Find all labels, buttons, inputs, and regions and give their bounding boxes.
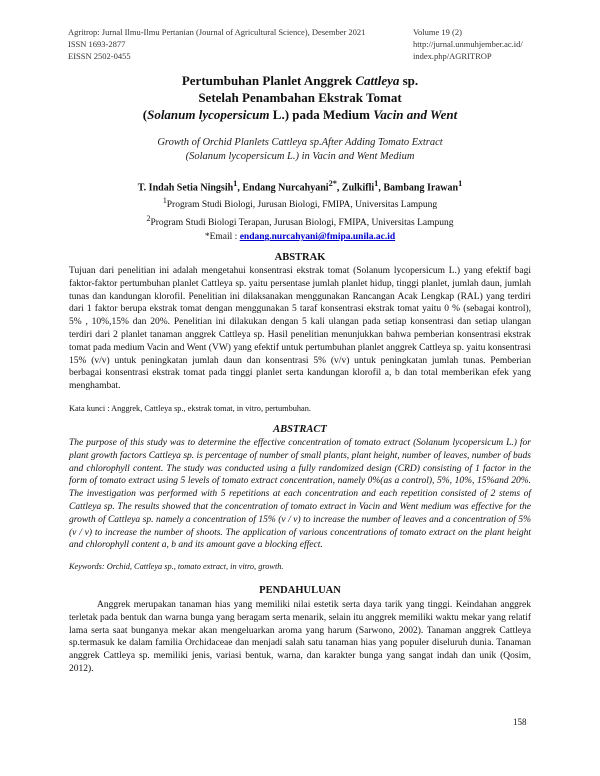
volume: Volume 19 (2): [413, 27, 462, 37]
email-link[interactable]: endang.nurcahyani@fmipa.unila.ac.id: [239, 232, 396, 243]
paper-title: Pertumbuhan Planlet Anggrek Cattleya sp. Setelah Penambahan Ekstrak Tomat (Solanum lycopersicum L.) pada Medium Vacin and Went: [142, 73, 458, 122]
abstrak-text: Tujuan dari penelitian ini adalah mengetahui konsentrasi ekstrak tomat (Solanum lycopersicum L.) yang efektif bagi faktor-faktor pertumbuhan planlet Cattleya sp. yaitu persentase jumlah planlet hidup, tinggi planlet, jumlah daun, jumlah tunas dan kandungan klorofil. Penelitian ini dilaksanakan menggunakan Rancangan Acak Lengkap (RAL) yang terdiri dari 1 faktor berupa ekstrak tomat dengan menggunakan 5 taraf konsentrasi ekstrak tomat yaitu 0 % (sebagai kontrol), 5% , 10%,15% dan 20%. Penelitian ini dilakukan dengan 5 kali ulangan pada setiap konsentrasi dan setiap ulangan terdiri dari 2 planlet tanaman anggrek Cattleya sp. Hasil penelitian menunjukkan bahwa pemberian konsentrasi ekstrak tomat pada medium Vacin and Went (VW) yang efektif untuk pertumbuhan planlet anggrek Cattleya sp. yaitu konsentrasi 15% (v/v) untuk peningkatan jumlah daun dan konsentrasi 5% (v/v) untuk peningkatan jumlah tunas. Pemberian berbagai konsentrasi ekstrak tomat pada tinggi planlet serta kandungan klorofil a, b dan total memberikan efek yang menghambat.: [69, 266, 531, 392]
eissn: EISSN 2502-0455: [68, 51, 131, 61]
journal-name: Agritrop: Jurnal Ilmu-Ilmu Pertanian (Journal of Agricultural Science), Desember 2021: [68, 27, 366, 37]
abstract-keywords: Keywords: Orchid, Cattleya sp., tomato extract, in vitro, growth.: [69, 562, 284, 571]
english-title: Growth of Orchid Planlets Cattleya sp.After Adding Tomato Extract (Solanum lycopersicum L.) in Vacin and Went Medium: [157, 137, 443, 162]
pendahuluan-heading: PENDAHULUAN: [259, 585, 341, 596]
journal-url-line1[interactable]: http://jurnal.unmuhjember.ac.id/: [413, 39, 523, 49]
issn: ISSN 1693-2877: [68, 39, 126, 49]
page-number: 158: [513, 717, 527, 727]
journal-header: [68, 26, 365, 62]
abstract-heading: ABSTRACT: [273, 424, 327, 435]
abstract-text: The purpose of this study was to determine the effective concentration of tomato extract (Solanum lycopersicum L.) for plant growth factors Cattleya sp. is percentage of number of small plants, plant height, number of leaves, number of buds and chlorophyll content. The study was conducted using a fully randomized design (CRD) consisting of 1 factor in the form of tomato extract using 5 levels of tomato extract concentration, namely 0%(as a control), 5%, 10%, 15%and 20%. The investigation was performed with 5 repetitions at each concentration and each repetition consisted of 2 stems of Cattleya sp. The results showed that the concentration of tomato extract in Vacin and Went medium was effective for the growth of Cattleya sp. namely a concentration of 15% (v / v) to increase the number of leaves and a concentration of 5% (v / v) to increase the number of shoots. The application of various concentrations of tomato extract on the plant height and chlorophyll content a, b and its amount gave a blocking effect.: [69, 438, 531, 551]
abstrak-heading: ABSTRAK: [274, 252, 326, 263]
journal-url-line2[interactable]: index.php/AGRITROP: [413, 51, 492, 61]
pendahuluan-text: Anggrek merupakan tanaman hias yang memiliki nilai estetik serta daya tarik yang tinggi. Keindahan anggrek terletak pada bentuk dan warna bunga yang beragam serta menarik, selain itu anggrek memiliki waktu mekar yang relatif lama serta saat bunganya mekar akan mengeluarkan aroma yang harum (Sarwono, 2002). Tanaman anggrek Cattleya sp.termasuk ke dalam familia Orchidaceae dan menjadi salah satu tanaman hias yang populer diseluruh dunia. Tanaman anggrek Cattleya sp. memiliki jenis, variasi bentuk, warna, dan karakter bunga yang sangat indah dan unik (Qosim, 2012).: [69, 600, 531, 674]
author-list: T. Indah Setia Ningsih$^1$, Endang Nurcahyani$^{2*}$, Zulkifli$^1$, Bambang Irawan$^1$: [137, 179, 463, 194]
abstrak-keywords: Kata kunci : Anggrek, Cattleya sp., ekstrak tomat, in vitro, pertumbuhan.: [69, 404, 311, 413]
volume-header: [413, 26, 563, 62]
affiliations: $^1$Program Studi Biologi, Jurusan Biologi, FMIPA, Universitas Lampung $^2$Program Studi Biologi Terapan, Jurusan Biologi, FMIPA, Universitas Lampung *Email : endang.nurcahyani@fmipa.unila.ac.id: [146, 196, 454, 243]
